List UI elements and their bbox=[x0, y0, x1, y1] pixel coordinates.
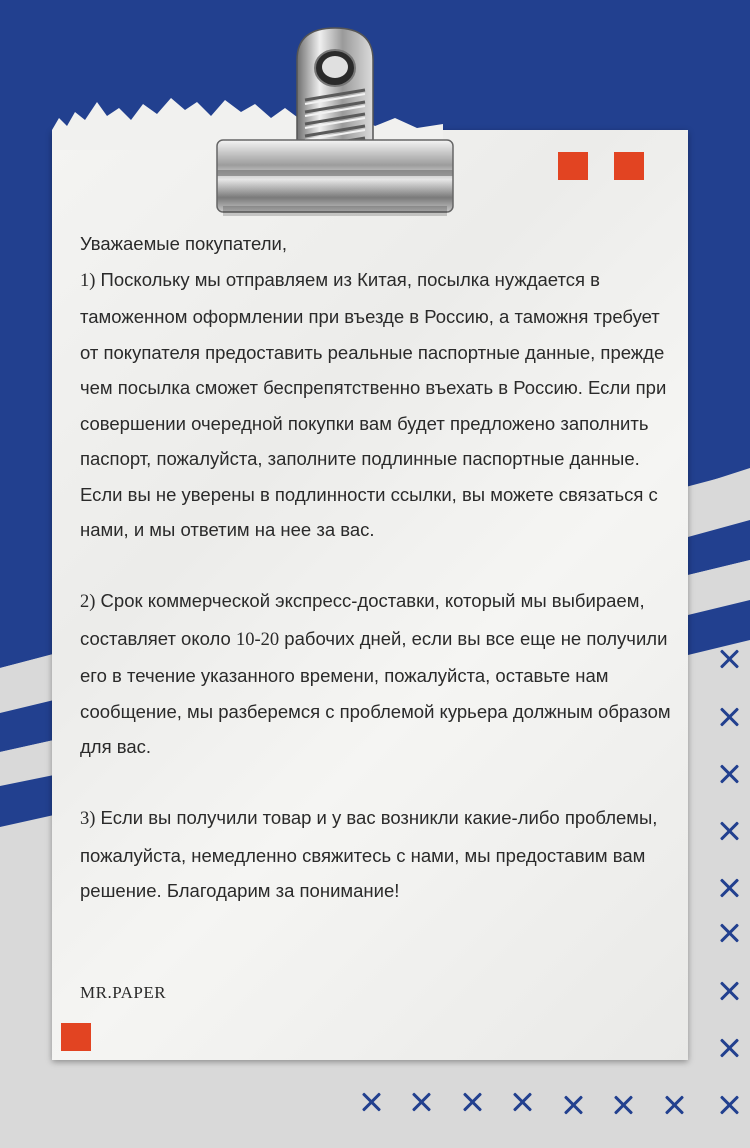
signature: MR.PAPER bbox=[80, 983, 167, 1002]
orange-square-deco bbox=[558, 152, 588, 180]
letter-body bbox=[80, 226, 680, 909]
x-mark-icon bbox=[718, 648, 740, 670]
x-mark-icon bbox=[718, 922, 740, 944]
item-2 bbox=[80, 583, 680, 765]
item-3 bbox=[80, 800, 680, 909]
x-mark-icon bbox=[718, 820, 740, 842]
binder-clip-icon bbox=[215, 20, 455, 220]
item-3-text: Если вы получили товар и у вас возникли какие-либо проблемы, пожалуйста, немедленно свяжитесь с нами, мы предоставим вам решение. Благодарим за понимание! bbox=[80, 807, 658, 901]
x-mark-icon bbox=[562, 1094, 584, 1116]
x-mark-icon bbox=[718, 763, 740, 785]
orange-square-deco bbox=[614, 152, 644, 180]
x-mark-icon bbox=[612, 1094, 634, 1116]
item-2-days: 10-20 bbox=[235, 629, 280, 650]
item-1-number: 1) bbox=[80, 270, 96, 291]
x-mark-icon bbox=[461, 1091, 483, 1113]
orange-square-deco bbox=[61, 1023, 91, 1051]
x-mark-icon bbox=[511, 1091, 533, 1113]
item-3-number: 3) bbox=[80, 809, 96, 829]
item-2-text-b: рабочих дней, если вы все еще не получили его в течение указанного времени, пожалуйста, оставьте нам сообщение, мы разберемся с проблемой курьера должным образом для вас. bbox=[80, 627, 671, 757]
item-2-text-a: Срок коммерческой экспресс-доставки, который мы выбираем, составляет около bbox=[80, 590, 645, 649]
x-mark-icon bbox=[718, 1094, 740, 1116]
x-mark-icon bbox=[718, 706, 740, 728]
x-mark-icon bbox=[360, 1091, 382, 1113]
item-2-number: 2) bbox=[80, 592, 96, 612]
x-mark-icon bbox=[718, 980, 740, 1002]
greeting: Уважаемые покупатели, bbox=[80, 233, 287, 254]
item-1-text: Поскольку мы отправляем из Китая, посылка нуждается в таможенном оформлении при въезде в Россию, а таможня требует от покупателя предоставить реальные паспортные данные, прежде чем посылка сможет беспрепятственно въехать в Россию. Если при совершении очередной покупки вам будет предложено заполнить паспорт, пожалуйста, заполните подлинные паспортные данные. Если вы не уверены в подлинности ссылки, вы можете связаться с нами, и мы ответим на нее за вас. bbox=[80, 268, 667, 540]
x-mark-icon bbox=[410, 1091, 432, 1113]
x-mark-icon bbox=[663, 1094, 685, 1116]
item-1 bbox=[80, 262, 680, 548]
x-mark-icon bbox=[718, 877, 740, 899]
x-mark-icon bbox=[718, 1037, 740, 1059]
